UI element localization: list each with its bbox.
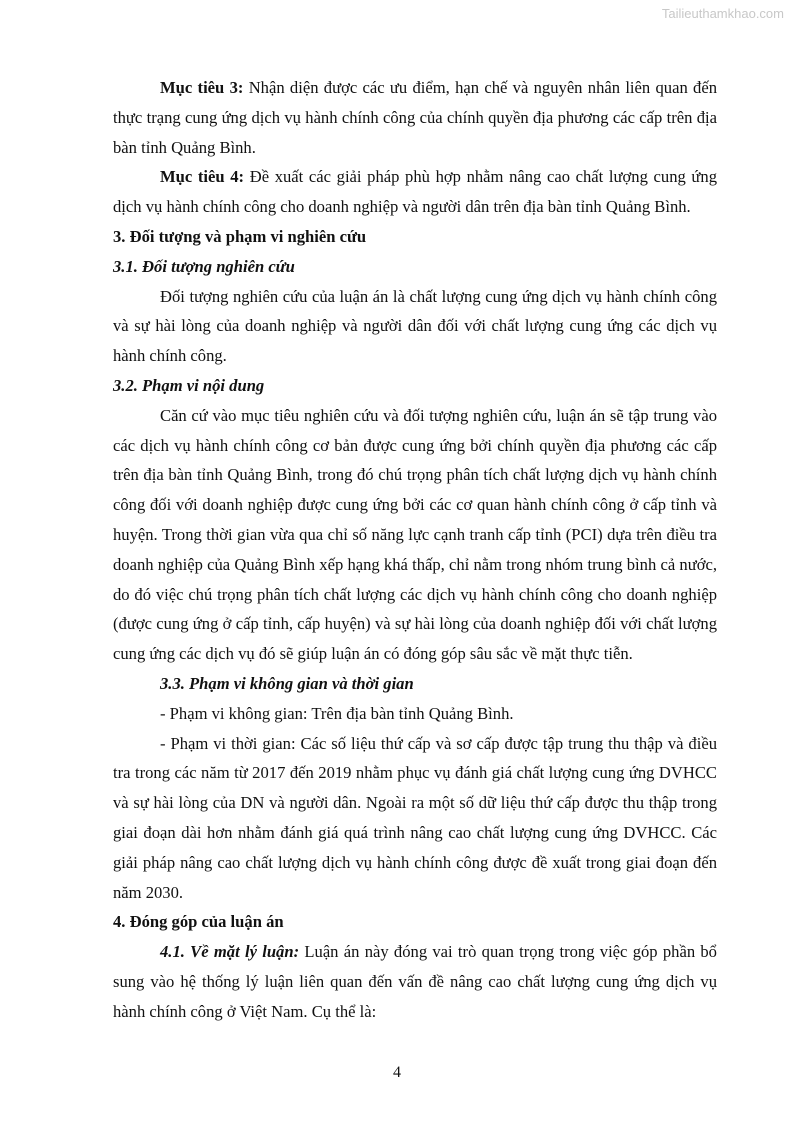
watermark: Tailieuthamkhao.com [661,6,784,21]
section-3-3-time: - Phạm vi thời gian: Các số liệu thứ cấp và sơ cấp được tập trung thu thập và điều tra trong các năm từ 2017 đến 2019 nhằm phục vụ đánh giá chất lượng cung ứng DVHCC và sự hài lòng của DN và người dân. Ngoài ra một số dữ liệu thứ cấp được thu thập trong giai đoạn dài hơn nhằm đánh giá quá trình nâng cao chất lượng cung ứng DVHCC. Các giải pháp nâng cao chất lượng dịch vụ hành chính công được đề xuất trong giai đoạn đến năm 2030. [113,733,717,902]
section-4-1-label: 4.1. Về mặt lý luận: [160,942,300,962]
section-3-1-heading: 3.1. Đối tượng nghiên cứu [113,256,295,276]
objective-4-label: Mục tiêu 4: [160,167,245,187]
objective-3-label: Mục tiêu 3: [160,78,244,97]
document-page [113,73,717,1027]
objective-3-text: Nhận diện được các ưu điểm, hạn chế và nguyên nhân liên quan đến thực trạng cung ứng dịch vụ hành chính công của chính quyền địa phương các cấp trên địa bàn tỉnh Quảng Bình. [113,78,717,157]
section-4-1-paragraph [113,937,717,1026]
page-number: 4 [393,1064,401,1081]
section-3-heading: 3. Đối tượng và phạm vi nghiên cứu [113,226,367,246]
objective-4-paragraph [113,162,717,222]
section-3-2-text: Căn cứ vào mục tiêu nghiên cứu và đối tượng nghiên cứu, luận án sẽ tập trung vào các dịch vụ hành chính công cơ bản được cung ứng bởi chính quyền địa phương các cấp trên địa bàn tỉnh Quảng Bình, trong đó chú trọng phân tích chất lượng dịch vụ hành chính công đối với doanh nghiệp được cung ứng bởi các cơ quan hành chính công ở cấp tỉnh và huyện. Trong thời gian vừa qua chỉ số năng lực cạnh tranh cấp tỉnh (PCI) dựa trên điều tra doanh nghiệp của Quảng Bình xếp hạng khá thấp, chỉ nằm trong nhóm trung bình cả nước, do đó việc chú trọng phân tích chất lượng các dịch vụ hành chính công cho doanh nghiệp (được cung ứng ở cấp tỉnh, cấp huyện) và sự hài lòng của doanh nghiệp đối với chất lượng cung ứng các dịch vụ đó sẽ giúp luận án có đóng góp sâu sắc về mặt thực tiễn. [113,405,717,664]
objective-4-text: Đề xuất các giải pháp phù hợp nhằm nâng cao chất lượng cung ứng dịch vụ hành chính công cho doanh nghiệp và người dân trên địa bàn tỉnh Quảng Bình. [113,167,718,217]
section-3-2-heading: 3.2. Phạm vi nội dung [113,375,265,395]
section-4-1-text: Luận án này đóng vai trò quan trọng trong việc góp phần bổ sung vào hệ thống lý luận liên quan đến vấn đề nâng cao chất lượng cung ứng dịch vụ hành chính công ở Việt Nam. Cụ thể là: [113,942,717,1021]
section-3-1-text: Đối tượng nghiên cứu của luận án là chất lượng cung ứng dịch vụ hành chính công và sự hài lòng của doanh nghiệp và người dân đối với chất lượng cung ứng các dịch vụ hành chính công. [113,286,717,366]
section-3-3-heading: 3.3. Phạm vi không gian và thời gian [160,673,414,693]
section-3-3-space: - Phạm vi không gian: Trên địa bàn tỉnh Quảng Bình. [160,703,514,723]
objective-3-paragraph [113,73,717,162]
section-4-heading: 4. Đóng góp của luận án [113,912,284,932]
